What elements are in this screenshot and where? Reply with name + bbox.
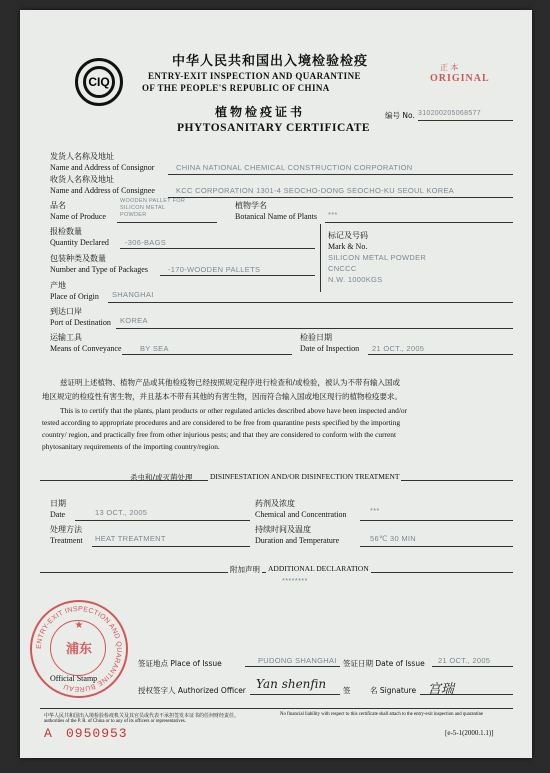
original-en: ORIGINAL	[430, 73, 490, 84]
consignor-label-cn: 发货人名称及地址	[50, 152, 114, 161]
inspection-label-en: Date of Inspection	[300, 344, 360, 353]
title-cn: 中华人民共和国出入境检验检疫	[172, 54, 369, 69]
consignee-value: KCC CORPORATION 1301-4 SEOCHO-DONG SEOCHO-KU SEOUL KOREA	[176, 186, 455, 195]
stamp-star-icon: ★	[74, 620, 84, 631]
inspection-label-cn: 检验日期	[300, 333, 332, 342]
official-stamp-label: Official Stamp	[50, 674, 98, 683]
footer-disclaimer-cn: 中华人民共和国出入境检验检疫机关及其官员或代表不承担签发本证书的任何财经责任。	[44, 713, 240, 719]
additional-heading-cn: 附加声明	[230, 565, 260, 574]
disinfestation-heading-cn: 杀虫和/或灭菌处理	[130, 473, 193, 482]
date-of-issue-value: 21 OCT., 2005	[438, 656, 491, 665]
duration-label-en: Duration and Temperature	[255, 536, 340, 545]
officer-signature: Yan shenfin	[256, 677, 327, 691]
cert-text-en-1: This is to certify that the plants, plant products or other regulated articles described above have been inspected and/or	[60, 406, 408, 415]
cert-text-cn-1: 兹证明上述植物、植物产品或其他检疫物已经按照规定程序进行检查和/或检验，被认为不带有输入国或	[60, 378, 401, 387]
cert-title-en: PHYTOSANITARY CERTIFICATE	[177, 122, 371, 134]
footer-disclaimer-en-2: authorities of the P. R. of China or to any of its officers or representatives.	[44, 719, 186, 724]
destination-label-cn: 到达口岸	[50, 307, 82, 316]
treatment-label-cn: 处理方法	[50, 525, 82, 534]
origin-value: SHANGHAI	[112, 290, 154, 299]
cert-text-en-2: tested according to appropriate procedures and are considered to be free from quarantine pests specified by the importing	[42, 418, 401, 427]
consignee-label-cn: 收货人名称及地址	[50, 175, 114, 184]
treatment-label-en: Treatment	[50, 536, 83, 545]
quantity-value: -306-BAGS	[125, 238, 167, 247]
packages-value: -170-WOODEN PALLETS	[168, 265, 261, 274]
produce-value-2: SILICON METAL	[120, 205, 166, 211]
treat-date-label-cn: 日期	[50, 499, 66, 508]
marks-line-2: CNCCC	[328, 264, 357, 273]
place-of-issue-value: PUDONG SHANGHAI	[258, 656, 337, 665]
cert-number-label: 编号 No.	[385, 111, 415, 120]
chemical-value: ***	[370, 506, 380, 515]
certificate-paper	[20, 10, 532, 758]
treat-date-label-en: Date	[50, 510, 66, 519]
produce-value-3: POWDER	[120, 212, 147, 218]
marks-label-en: Mark & No.	[328, 242, 368, 251]
treat-date-value: 13 OCT., 2005	[95, 508, 148, 517]
title-en-1: ENTRY-EXIT INSPECTION AND QUARANTINE	[148, 71, 361, 81]
conveyance-value: BY SEA	[140, 344, 169, 353]
conveyance-label-cn: 运输工具	[50, 333, 82, 342]
logo-text: CIQ	[83, 66, 115, 98]
additional-value: ********	[282, 576, 308, 585]
footer-disclaimer-en: No financial liability with respect to this certificate shall attach to the entry-exit inspection and quarantine	[280, 712, 484, 717]
date-of-issue-label: 签证日期 Date of Issue	[343, 659, 425, 668]
packages-label-cn: 包装种类及数量	[50, 254, 106, 263]
produce-label-cn: 品名	[50, 201, 66, 210]
origin-label-cn: 产地	[50, 281, 66, 290]
title-en-2: OF THE PEOPLE'S REPUBLIC OF CHINA	[142, 83, 330, 93]
disinfestation-heading-en: DISINFESTATION AND/OR DISINFECTION TREATMENT	[210, 472, 400, 481]
botanical-label-en: Botanical Name of Plants	[235, 212, 317, 221]
marks-label-cn: 标记及号码	[328, 231, 368, 240]
ciq-logo-icon	[75, 58, 123, 106]
inspection-value: 21 OCT., 2005	[372, 344, 425, 353]
consignee-label-en: Name and Address of Consignee	[50, 186, 155, 195]
authorized-officer-label: 授权签字人 Authorized Officer	[138, 686, 246, 695]
stamp-ring-text: ENTRY-EXIT INSPECTION AND QUARANTINE BUREAU	[35, 605, 123, 693]
produce-label-en: Name of Produce	[50, 212, 106, 221]
quantity-label-en: Quantity Declared	[50, 238, 109, 247]
cert-text-en-3: country/ region, and practically free from other injurious pests; and that they are considered to conform with the current	[42, 430, 397, 439]
sign-cn: 签	[343, 686, 351, 695]
cert-text-cn-2: 地区规定的检疫性有害生物，并且基本不带有其他的有害生物，因而符合输入国或地区现行的植物检疫要求。	[42, 392, 402, 401]
botanical-value: ***	[328, 210, 338, 219]
origin-label-en: Place of Origin	[50, 292, 99, 301]
treatment-value: HEAT TREATMENT	[95, 534, 166, 543]
chemical-label-cn: 药剂及浓度	[255, 499, 295, 508]
duration-value: 56℃ 30 MIN	[370, 534, 417, 543]
cert-text-en-4: phytosanitary requirements of the importing country/region.	[42, 442, 220, 451]
cert-number-value: 310200205068577	[418, 110, 481, 117]
chemical-label-en: Chemical and Concentration	[255, 510, 347, 519]
signature-label: 名 Signature	[370, 686, 417, 695]
duration-label-cn: 持续时间及温度	[255, 525, 311, 534]
destination-label-en: Port of Destination	[50, 318, 111, 327]
form-code: [e-5-1(2000.1.1)]	[445, 729, 494, 737]
conveyance-label-en: Means of Conveyance	[50, 344, 122, 353]
serial-prefix: A	[44, 726, 52, 741]
additional-heading-en: ADDITIONAL DECLARATION	[268, 564, 369, 573]
cert-title-cn: 植物检疫证书	[215, 105, 306, 119]
handwritten-signature: 宫瑞	[428, 682, 455, 697]
botanical-label-cn: 植物学名	[235, 201, 267, 210]
produce-value-1: WOODEN PALLET FOR	[120, 198, 186, 204]
stamp-center-text: 浦东	[65, 642, 92, 657]
consignor-label-en: Name and Address of Consignor	[50, 163, 155, 172]
marks-line-3: N.W. 1000KGS	[328, 275, 383, 284]
packages-label-en: Number and Type of Packages	[50, 265, 148, 274]
marks-line-1: SILICON METAL POWDER	[328, 253, 427, 262]
destination-value: KOREA	[120, 316, 148, 325]
original-cn: 正 本	[440, 63, 459, 72]
quantity-label-cn: 报检数量	[50, 227, 82, 236]
place-of-issue-label: 签证地点 Place of Issue	[138, 659, 222, 668]
consignor-value: CHINA NATIONAL CHEMICAL CONSTRUCTION CORPORATION	[176, 163, 413, 172]
official-stamp-seal	[30, 600, 128, 698]
serial-number: 0950953	[66, 726, 128, 741]
